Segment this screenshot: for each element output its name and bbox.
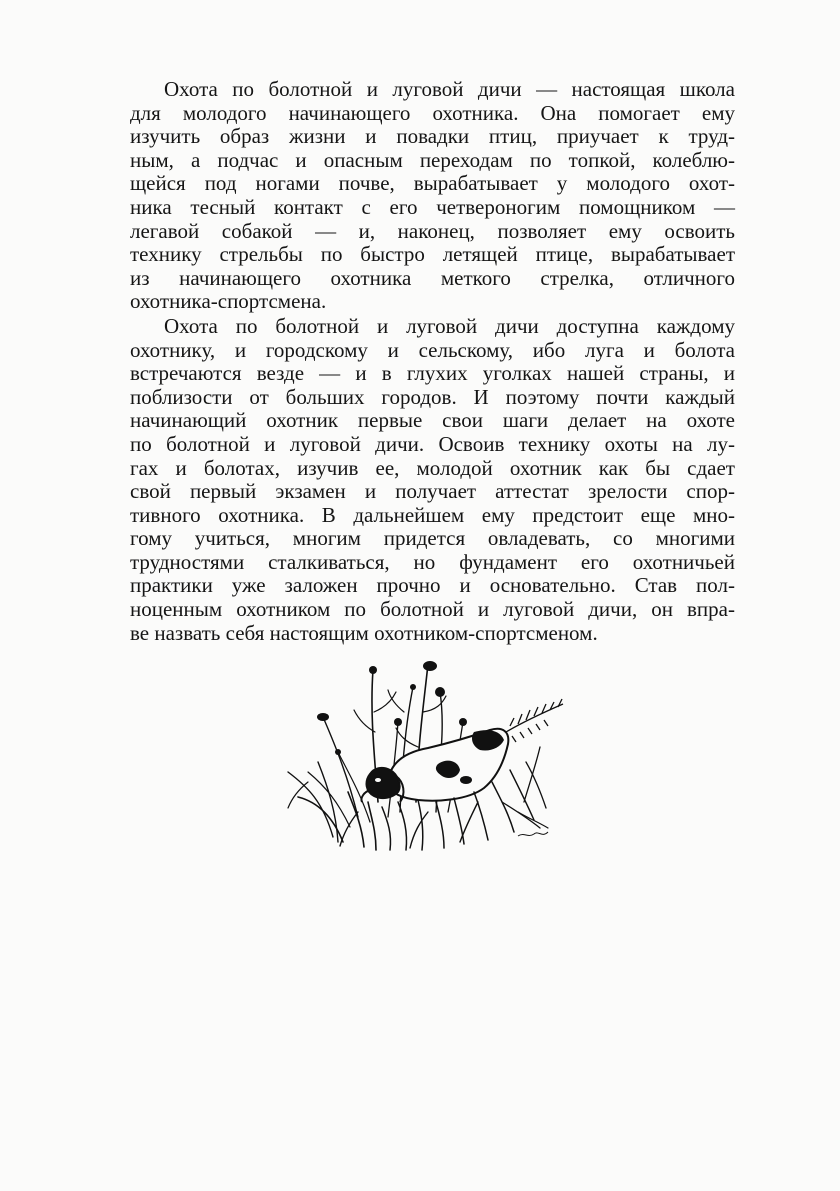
text-line: легавой собакой — и, наконец, позволяет ему освоить xyxy=(130,218,735,243)
text-line: гах и болотах, изучив ее, молодой охотник как бы сдает xyxy=(130,455,735,480)
dog-in-grass-icon xyxy=(278,652,578,852)
text-line: поблизости от больших городов. И поэтому почти каждый xyxy=(130,384,735,409)
text-line: для молодого начинающего охотника. Она помогает ему xyxy=(130,100,735,125)
text-line: практики уже заложен прочно и основательно. Став пол- xyxy=(130,573,735,598)
text-line: свой первый экзамен и получает аттестат зрелости спор- xyxy=(130,479,735,504)
paragraph-2 xyxy=(130,315,735,645)
body-text xyxy=(130,78,735,645)
text-line: тивного охотника. В дальнейшем ему предстоит еще мно- xyxy=(130,502,735,527)
text-line: трудностями сталкиваться, но фундамент его охотничьей xyxy=(130,549,735,574)
text-line: технику стрельбы по быстро летящей птице, вырабатывает xyxy=(130,242,735,267)
text-line: ве назвать себя настоящим охотником-спортсменом. xyxy=(130,620,598,645)
dog-in-grass-illustration xyxy=(278,652,578,852)
text-line: по болотной и луговой дичи. Освоив технику охоты на лу- xyxy=(130,431,735,456)
text-line: встречаются везде — и в глухих уголках нашей страны, и xyxy=(130,361,735,386)
text-line: гому учиться, многим придется овладевать, со многими xyxy=(130,526,735,551)
text-line: Охота по болотной и луговой дичи доступна каждому xyxy=(164,313,735,338)
text-line: Охота по болотной и луговой дичи — настоящая школа xyxy=(164,77,735,101)
paragraph-1 xyxy=(130,78,735,314)
text-line: изучить образ жизни и повадки птиц, приучает к труд- xyxy=(130,124,735,149)
text-line: ника тесный контакт с его четвероногим помощником — xyxy=(130,194,735,219)
text-line: ноценным охотником по болотной и луговой дичи, он впра- xyxy=(130,597,735,622)
text-line: охотнику, и городскому и сельскому, ибо луга и болота xyxy=(130,337,735,362)
text-line: щейся под ногами почве, вырабатывает у молодого охот- xyxy=(130,171,735,196)
text-line: охотника-спортсмена. xyxy=(130,289,327,314)
text-line: из начинающего охотника меткого стрелка, отличного xyxy=(130,265,735,290)
text-line: начинающий охотник первые свои шаги делает на охоте xyxy=(130,408,735,433)
text-line: ным, а подчас и опасным переходам по топкой, колеблю- xyxy=(130,147,735,172)
